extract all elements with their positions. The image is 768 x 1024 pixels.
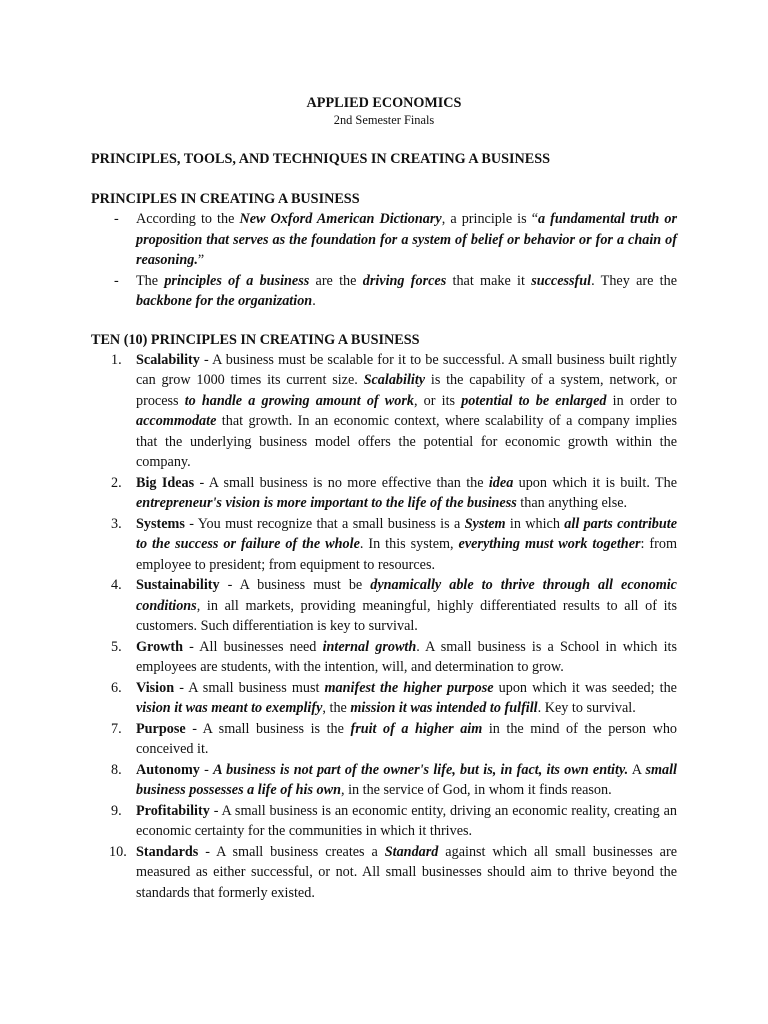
principles-list [91,350,677,904]
list-item: 7. Purpose - A small business is the fruit of a higher aim in the mind of the person who conceived it. [111,720,678,757]
list-item: 10. Standards - A small business creates a Standard against which all small businesses are measured as either successful, or not. All small businesses should aim to thrive beyond the standards that formerly existed. [109,843,677,901]
document-subtitle: 2nd Semester Finals [333,113,435,127]
list-item: 9. Profitability - A small business is an economic entity, driving an economic reality, creating an economic certainty for the communities in which it thrives. [111,802,677,839]
list-item: 5. Growth - All businesses need internal growth. A small business is a School in which its employees are students, with the intention, will, and determination to grow. [111,638,677,675]
list-item: 6. Vision - A small business must manifest the higher purpose upon which it was seeded; the vision it was meant to exemplify, the mission it was intended to fulfill. Key to survival. [111,679,677,716]
definition-bullet: - The principles of a business are the driving forces that make it successful. They are the backbone for the organization. [91,271,677,312]
section2-heading: TEN (10) PRINCIPLES IN CREATING A BUSINESS [91,331,420,348]
list-item: 3. Systems - You must recognize that a small business is a System in which all parts contribute to the success or failure of the whole. In this system, everything must work together: from employee to president; from equipment to resources. [111,515,677,573]
definition-list [91,209,677,312]
list-item: 4. Sustainability - A business must be dynamically able to thrive through all economic conditions, in all markets, providing meaningful, highly differentiated results to all of its customers. Such differentiation is key to survival. [111,577,677,634]
list-item: 1. Scalability - A business must be scalable for it to be successful. A small business built rightly can grow 1000 times its current size. Scalability is the capability of a system, network, or process to handle a growing amount of work, or its potential to be enlarged in order to accommodate that growth. In an economic context, where scalability of a company implies that the underlying business model offers the potential for economic growth within the company. [111,351,677,470]
definition-bullet: - According to the New Oxford American Dictionary, a principle is “a fundamental truth or proposition that serves as the foundation for a system of belief or behavior or for a chain of reasoning.” [91,209,677,271]
list-item: 2. Big Ideas - A small business is no more effective than the idea upon which it is built. The entrepreneur's vision is more important to the life of the business than anything else. [111,474,677,511]
list-item: 8. Autonomy - A business is not part of the owner's life, but is, in fact, its own entity. A small business possesses a life of his own, in the service of God, in whom it finds reason. [111,761,677,798]
main-heading: PRINCIPLES, TOOLS, AND TECHNIQUES IN CREATING A BUSINESS [91,151,550,167]
section1-heading: PRINCIPLES IN CREATING A BUSINESS [91,191,360,207]
document-title: APPLIED ECONOMICS [306,95,462,111]
